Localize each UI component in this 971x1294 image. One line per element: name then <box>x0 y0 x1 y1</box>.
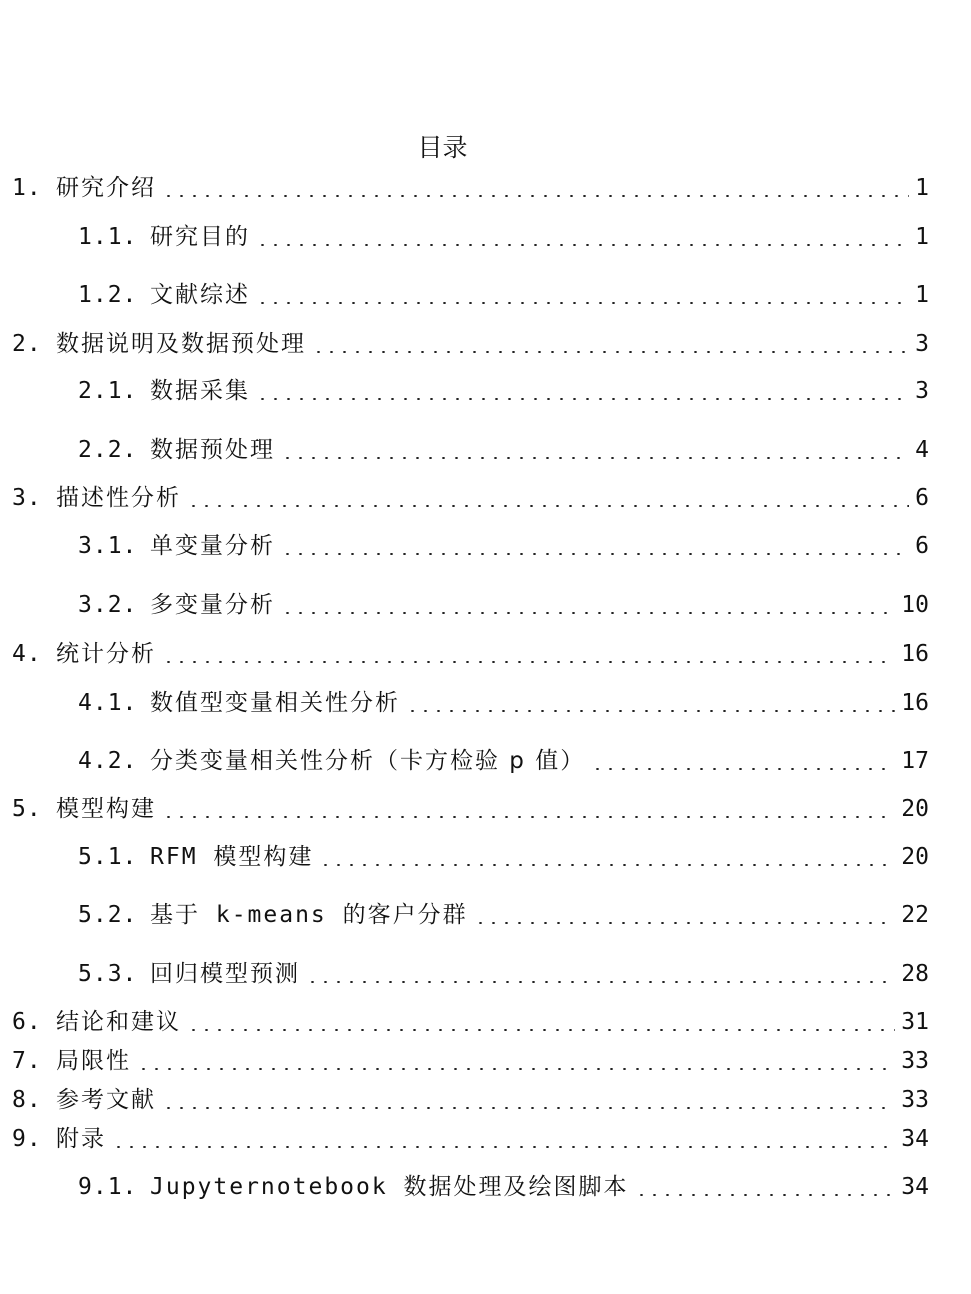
toc-dot-leader <box>112 1146 895 1148</box>
toc-entry-label: 附录 <box>56 1126 106 1152</box>
toc-entry-page: 31 <box>901 1009 929 1035</box>
toc-dot-leader <box>187 1029 895 1031</box>
toc-entry-label: RFM 模型构建 <box>150 844 314 870</box>
toc-entry-page: 22 <box>901 902 929 928</box>
toc-entry[interactable] <box>78 898 929 932</box>
toc-entry-number: 9.1. <box>78 1174 138 1200</box>
toc-entry-label: 基于 k-means 的客户分群 <box>150 902 468 928</box>
toc-entry-label: 多变量分析 <box>150 592 275 618</box>
toc-entry-page: 6 <box>915 485 929 511</box>
toc-dot-leader <box>256 398 909 400</box>
toc-entry-number: 8. <box>12 1087 42 1113</box>
toc-dot-leader <box>162 195 909 197</box>
toc-entry-page: 33 <box>901 1087 929 1113</box>
toc-entry-number: 9. <box>12 1126 42 1152</box>
toc-title: 目录 <box>417 133 468 162</box>
toc-entry-page: 28 <box>901 961 929 987</box>
toc-entry-page: 3 <box>915 331 929 357</box>
toc-entry-page: 6 <box>915 533 929 559</box>
toc-entry[interactable] <box>12 1122 929 1156</box>
toc-entry-page: 1 <box>915 175 929 201</box>
toc-entry-number: 5.3. <box>78 961 138 987</box>
toc-entry-label: 模型构建 <box>56 796 156 822</box>
toc-entry-page: 3 <box>915 378 929 404</box>
toc-entry-label: 研究介绍 <box>56 175 156 201</box>
toc-entry[interactable] <box>78 529 929 563</box>
toc-entry-page: 20 <box>901 796 929 822</box>
toc-entry[interactable] <box>78 1170 929 1204</box>
toc-entry[interactable] <box>12 171 929 205</box>
toc-dot-leader <box>281 612 895 614</box>
toc-dot-leader <box>187 505 909 507</box>
toc-entry-label: 统计分析 <box>56 641 156 667</box>
toc-entry-label: 回归模型预测 <box>150 961 300 987</box>
toc-entry[interactable] <box>12 792 929 826</box>
toc-entry[interactable] <box>12 1005 929 1039</box>
toc-entry-page: 33 <box>901 1048 929 1074</box>
toc-entry-number: 3.2. <box>78 592 138 618</box>
toc-entry[interactable] <box>78 588 929 622</box>
toc-entry-label: 数值型变量相关性分析 <box>150 690 400 716</box>
toc-entry-label: 局限性 <box>56 1048 131 1074</box>
toc-entry-number: 1. <box>12 175 42 201</box>
toc-entry-label: 数据说明及数据预处理 <box>56 331 306 357</box>
toc-entry-page: 34 <box>901 1174 929 1200</box>
toc-dot-leader <box>406 710 895 712</box>
toc-entry[interactable] <box>78 744 929 778</box>
toc-entry[interactable] <box>78 433 929 467</box>
toc-entry-label: 分类变量相关性分析（卡方检验 p 值） <box>150 748 586 774</box>
toc-entry-number: 2.2. <box>78 437 138 463</box>
toc-entry-number: 2. <box>12 331 42 357</box>
toc-entry-label: 参考文献 <box>56 1087 156 1113</box>
toc-entry-number: 4.1. <box>78 690 138 716</box>
toc-entry-number: 5. <box>12 796 42 822</box>
toc-entry-number: 1.1. <box>78 224 138 250</box>
toc-dot-leader <box>281 553 909 555</box>
toc-entry-number: 1.2. <box>78 282 138 308</box>
toc-entry-page: 16 <box>901 641 929 667</box>
toc-entry[interactable] <box>78 374 929 408</box>
toc-dot-leader <box>162 1107 895 1109</box>
toc-entry-label: 数据采集 <box>150 378 250 404</box>
toc-dot-leader <box>162 816 895 818</box>
toc-entry[interactable] <box>78 840 929 874</box>
toc-entry-label: 文献综述 <box>150 282 250 308</box>
toc-entry[interactable] <box>12 327 929 361</box>
toc-entry-number: 3. <box>12 485 42 511</box>
toc-entry-number: 3.1. <box>78 533 138 559</box>
toc-entry[interactable] <box>12 637 929 671</box>
toc-entry-number: 4. <box>12 641 42 667</box>
toc-entry-number: 5.1. <box>78 844 138 870</box>
toc-entry-label: 数据预处理 <box>150 437 275 463</box>
toc-entry-page: 20 <box>901 844 929 870</box>
toc-entry[interactable] <box>78 220 929 254</box>
toc-entry-number: 6. <box>12 1009 42 1035</box>
toc-entry-page: 34 <box>901 1126 929 1152</box>
toc-dot-leader <box>256 302 909 304</box>
toc-entry[interactable] <box>78 686 929 720</box>
toc-dot-leader <box>137 1068 895 1070</box>
toc-entry[interactable] <box>78 278 929 312</box>
toc-entry[interactable] <box>12 1083 929 1117</box>
toc-entry-number: 2.1. <box>78 378 138 404</box>
toc-entry-page: 17 <box>901 748 929 774</box>
toc-entry-label: Jupyternotebook 数据处理及绘图脚本 <box>150 1174 629 1200</box>
toc-entry-label: 研究目的 <box>150 224 250 250</box>
toc-entry-number: 5.2. <box>78 902 138 928</box>
toc-dot-leader <box>281 457 909 459</box>
toc-entry[interactable] <box>12 481 929 515</box>
toc-entry[interactable] <box>12 1044 929 1078</box>
toc-entry-number: 7. <box>12 1048 42 1074</box>
toc-entry-page: 4 <box>915 437 929 463</box>
toc-entry-label: 结论和建议 <box>56 1009 181 1035</box>
toc-dot-leader <box>256 244 909 246</box>
toc-dot-leader <box>162 661 895 663</box>
toc-dot-leader <box>319 864 895 866</box>
toc-entry-page: 16 <box>901 690 929 716</box>
toc-entry-label: 描述性分析 <box>56 485 181 511</box>
toc-dot-leader <box>474 922 896 924</box>
toc-entry[interactable] <box>78 957 929 991</box>
toc-entry-label: 单变量分析 <box>150 533 275 559</box>
toc-entry-number: 4.2. <box>78 748 138 774</box>
toc-dot-leader <box>591 768 895 770</box>
toc-entry-page: 1 <box>915 282 929 308</box>
toc-dot-leader <box>312 351 909 353</box>
toc-dot-leader <box>306 981 895 983</box>
toc-entry-page: 10 <box>901 592 929 618</box>
toc-entry-page: 1 <box>915 224 929 250</box>
toc-dot-leader <box>635 1194 896 1196</box>
